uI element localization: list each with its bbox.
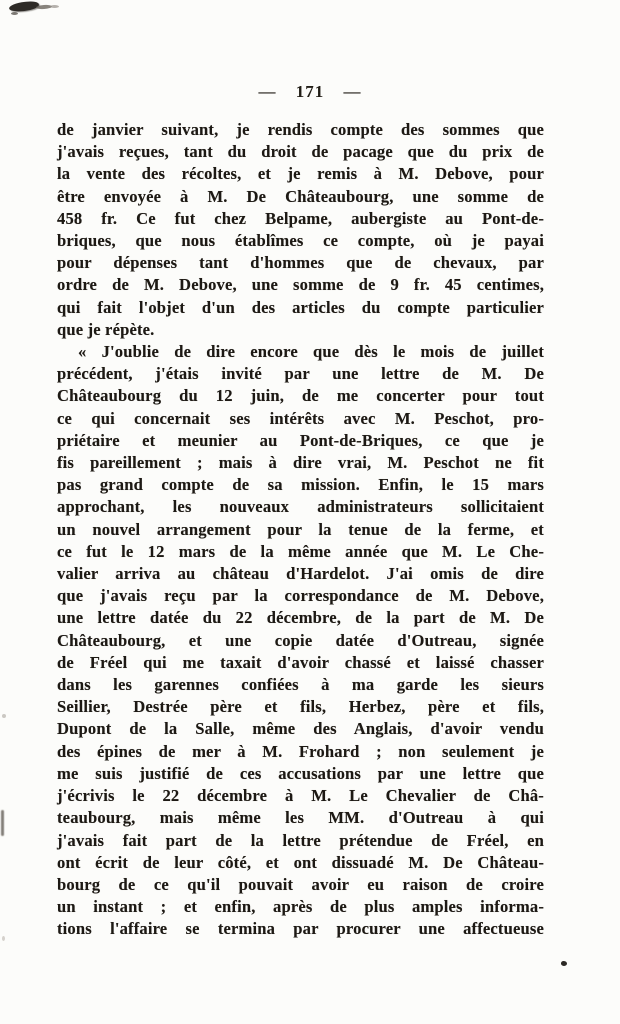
text-line: j'écrivis le 22 décembre à M. Le Chevalier de Châ- bbox=[57, 786, 544, 806]
text-line: Dupont de la Salle, même des Anglais, d'avoir vendu bbox=[57, 719, 544, 739]
text-block bbox=[57, 119, 544, 941]
text-line: que j'avais reçu par la correspondance de M. Debove, bbox=[57, 586, 544, 606]
text-line: approchant, les nouveaux administrateurs sollicitaient bbox=[57, 497, 544, 517]
left-edge-speck-artifact bbox=[2, 714, 6, 718]
text-line: Châteaubourg du 12 juin, de me concerter pour tout bbox=[57, 386, 544, 406]
left-edge-speck2-artifact bbox=[2, 936, 5, 941]
text-line: priétaire et meunier au Pont-de-Briques, ce que je bbox=[57, 430, 544, 450]
text-line: fis pareillement ; mais à dire vrai, M. Peschot ne fit bbox=[57, 453, 544, 473]
text-line: un instant ; et enfin, après de plus amples informa- bbox=[57, 897, 544, 917]
text-line: la vente des récoltes, et je remis à M. Debove, pour bbox=[57, 164, 544, 184]
text-line: me suis justifié de ces accusations par une lettre que bbox=[57, 763, 544, 783]
text-line: j'avais reçues, tant du droit de pacage que du prix de bbox=[57, 142, 544, 162]
text-line: ordre de M. Debove, une somme de 9 fr. 45 centimes, bbox=[57, 275, 544, 295]
page-number: — 171 — bbox=[258, 82, 362, 101]
ink-speck-artifact bbox=[11, 12, 18, 15]
text-line: valier arriva au château d'Hardelot. J'ai omis de dire bbox=[57, 564, 544, 584]
text-line: Châteaubourg, et une copie datée d'Outreau, signée bbox=[57, 630, 544, 650]
text-line: teaubourg, mais même les MM. d'Outreau à qui bbox=[57, 808, 544, 828]
text-line: une lettre datée du 22 décembre, de la part de M. De bbox=[57, 608, 544, 628]
text-line: pas grand compte de sa mission. Enfin, le 15 mars bbox=[57, 475, 544, 495]
text-line: bourg de ce qu'il pouvait avoir eu raison de croire bbox=[57, 874, 544, 894]
text-line: de janvier suivant, je rendis compte des sommes que bbox=[57, 120, 544, 139]
text-line: être envoyée à M. De Châteaubourg, une somme de bbox=[57, 186, 544, 206]
text-line: de Fréel qui me taxait d'avoir chassé et laissé chasser bbox=[57, 652, 544, 672]
text-line: précédent, j'étais invité par une lettre de M. De bbox=[57, 364, 544, 384]
text-line: ce fut le 12 mars de la même année que M. Le Che- bbox=[57, 541, 544, 561]
text-line: 458 fr. Ce fut chez Belpame, aubergiste au Pont-de- bbox=[57, 208, 544, 228]
text-line: ont écrit de leur côté, et ont dissuadé M. De Château- bbox=[57, 852, 544, 872]
left-edge-mark-artifact bbox=[1, 810, 4, 836]
text-line: Seillier, Destrée père et fils, Herbez, père et fils, bbox=[57, 697, 544, 717]
ink-smudge-tail2-artifact bbox=[50, 5, 59, 8]
ink-smudge-artifact bbox=[9, 0, 40, 12]
text-line: pour dépenses tant d'hommes que de chevaux, par bbox=[57, 253, 544, 273]
bottom-right-dot-artifact bbox=[561, 961, 567, 966]
text-line: j'avais fait part de la lettre prétendue de Fréel, en bbox=[57, 830, 544, 850]
text-line: tions l'affaire se termina par procurer une affectueuse bbox=[57, 919, 544, 939]
text-line: qui fait l'objet d'un des articles du compte particulier bbox=[57, 297, 544, 317]
text-line: des épines de mer à M. Frohard ; non seulement je bbox=[57, 741, 544, 761]
text-line: ce qui concernait ses intérêts avec M. Peschot, pro- bbox=[57, 408, 544, 428]
text-line: que je répète. bbox=[57, 319, 155, 339]
text-line: un nouvel arrangement pour la tenue de la ferme, et bbox=[57, 519, 544, 539]
text-line: « J'oublie de dire encore que dès le mois de juillet bbox=[78, 342, 544, 362]
text-line: dans les garennes confiées à ma garde les sieurs bbox=[57, 675, 544, 695]
text-line: briques, que nous établîmes ce compte, où je payai bbox=[57, 231, 544, 251]
